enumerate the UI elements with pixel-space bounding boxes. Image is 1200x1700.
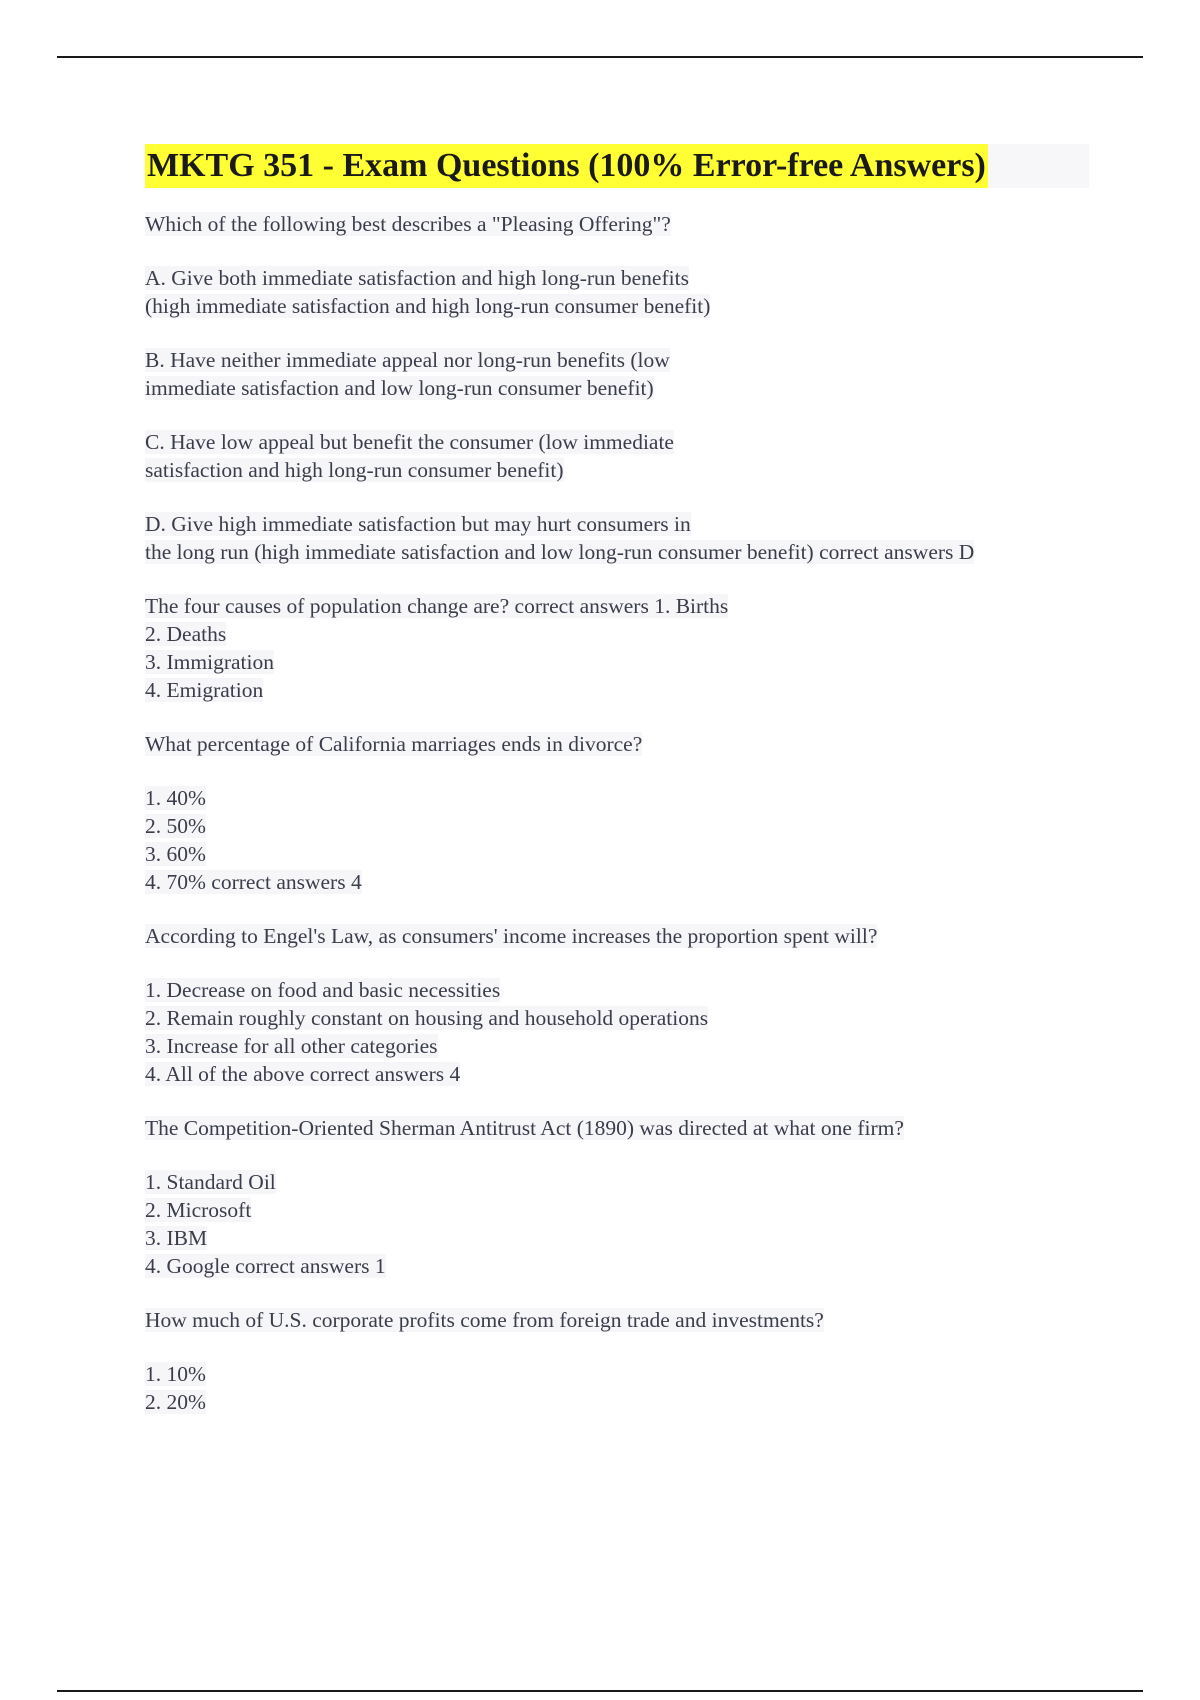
text-line: [145, 456, 1095, 484]
text-paragraph: [145, 976, 1095, 1088]
text-line: [145, 1388, 1095, 1416]
text-line: [145, 840, 1095, 868]
text-paragraph: [145, 784, 1095, 896]
text-paragraph: [145, 1168, 1095, 1280]
text-line: [145, 428, 1095, 456]
text-line-content: C. Have low appeal but benefit the consumer (low immediate: [145, 430, 674, 454]
text-line-content: the long run (high immediate satisfaction and low long-run consumer benefit) correct answers D: [145, 540, 975, 564]
text-line-content: 2. Remain roughly constant on housing and household operations: [145, 1006, 709, 1030]
text-line-content: 4. Google correct answers 1: [145, 1254, 386, 1278]
text-paragraph: [145, 264, 1095, 320]
text-line-content: The Competition-Oriented Sherman Antitrust Act (1890) was directed at what one firm?: [145, 1116, 904, 1140]
text-line: [145, 210, 1095, 238]
text-line-content: 1. 40%: [145, 786, 206, 810]
text-line-content: 3. IBM: [145, 1226, 208, 1250]
text-line: [145, 1252, 1095, 1280]
text-line: [145, 1360, 1095, 1388]
text-line-content: 3. Increase for all other categories: [145, 1034, 438, 1058]
text-paragraph: [145, 1360, 1095, 1416]
question-list: [145, 210, 1095, 1416]
text-line: [145, 976, 1095, 1004]
text-line-content: satisfaction and high long-run consumer benefit): [145, 458, 564, 482]
text-line-content: 4. All of the above correct answers 4: [145, 1062, 461, 1086]
text-line-content: A. Give both immediate satisfaction and high long-run benefits: [145, 266, 689, 290]
text-line: [145, 510, 1095, 538]
text-line-content: D. Give high immediate satisfaction but may hurt consumers in: [145, 512, 691, 536]
text-line-content: 2. 20%: [145, 1390, 206, 1414]
text-line: [145, 292, 1095, 320]
text-line-content: Which of the following best describes a "Pleasing Offering"?: [145, 212, 671, 236]
text-line: [145, 784, 1095, 812]
text-line-content: How much of U.S. corporate profits come from foreign trade and investments?: [145, 1308, 824, 1332]
text-line-content: 1. Standard Oil: [145, 1170, 276, 1194]
title-bar: [145, 144, 1089, 188]
text-line: [145, 620, 1095, 648]
text-line: [145, 1060, 1095, 1088]
text-line-content: The four causes of population change are? correct answers 1. Births: [145, 594, 729, 618]
document-title: MKTG 351 - Exam Questions (100% Error-free Answers): [145, 144, 988, 188]
text-line-content: 3. Immigration: [145, 650, 274, 674]
text-paragraph: [145, 592, 1095, 704]
text-line: [145, 676, 1095, 704]
text-line-content: 4. Emigration: [145, 678, 264, 702]
text-line-content: 3. 60%: [145, 842, 206, 866]
text-paragraph: [145, 922, 1095, 950]
text-line-content: 4. 70% correct answers 4: [145, 870, 362, 894]
text-line: [145, 346, 1095, 374]
text-line-content: 1. Decrease on food and basic necessities: [145, 978, 501, 1002]
text-line: [145, 868, 1095, 896]
top-rule: [57, 56, 1143, 58]
text-line-content: 2. Microsoft: [145, 1198, 252, 1222]
text-line: [145, 730, 1095, 758]
text-line-content: What percentage of California marriages ends in divorce?: [145, 732, 643, 756]
text-line-content: According to Engel's Law, as consumers' income increases the proportion spent will?: [145, 924, 878, 948]
text-line: [145, 1114, 1095, 1142]
text-paragraph: [145, 210, 1095, 238]
text-line: [145, 922, 1095, 950]
text-line: [145, 1004, 1095, 1032]
text-line: [145, 538, 1095, 566]
bottom-rule: [57, 1690, 1143, 1692]
text-paragraph: [145, 346, 1095, 402]
text-line-content: B. Have neither immediate appeal nor long-run benefits (low: [145, 348, 670, 372]
text-paragraph: [145, 1306, 1095, 1334]
text-line-content: 2. Deaths: [145, 622, 227, 646]
text-line: [145, 1306, 1095, 1334]
text-paragraph: [145, 510, 1095, 566]
text-line: [145, 1224, 1095, 1252]
text-line: [145, 374, 1095, 402]
text-paragraph: [145, 1114, 1095, 1142]
text-line: [145, 1032, 1095, 1060]
text-line: [145, 1168, 1095, 1196]
text-line-content: immediate satisfaction and low long-run consumer benefit): [145, 376, 654, 400]
text-line: [145, 264, 1095, 292]
text-line-content: 1. 10%: [145, 1362, 206, 1386]
text-line-content: 2. 50%: [145, 814, 206, 838]
text-paragraph: [145, 730, 1095, 758]
text-line: [145, 812, 1095, 840]
text-line-content: (high immediate satisfaction and high long-run consumer benefit): [145, 294, 711, 318]
text-line: [145, 592, 1095, 620]
text-paragraph: [145, 428, 1095, 484]
document-body: [145, 144, 1095, 1442]
text-line: [145, 648, 1095, 676]
text-line: [145, 1196, 1095, 1224]
